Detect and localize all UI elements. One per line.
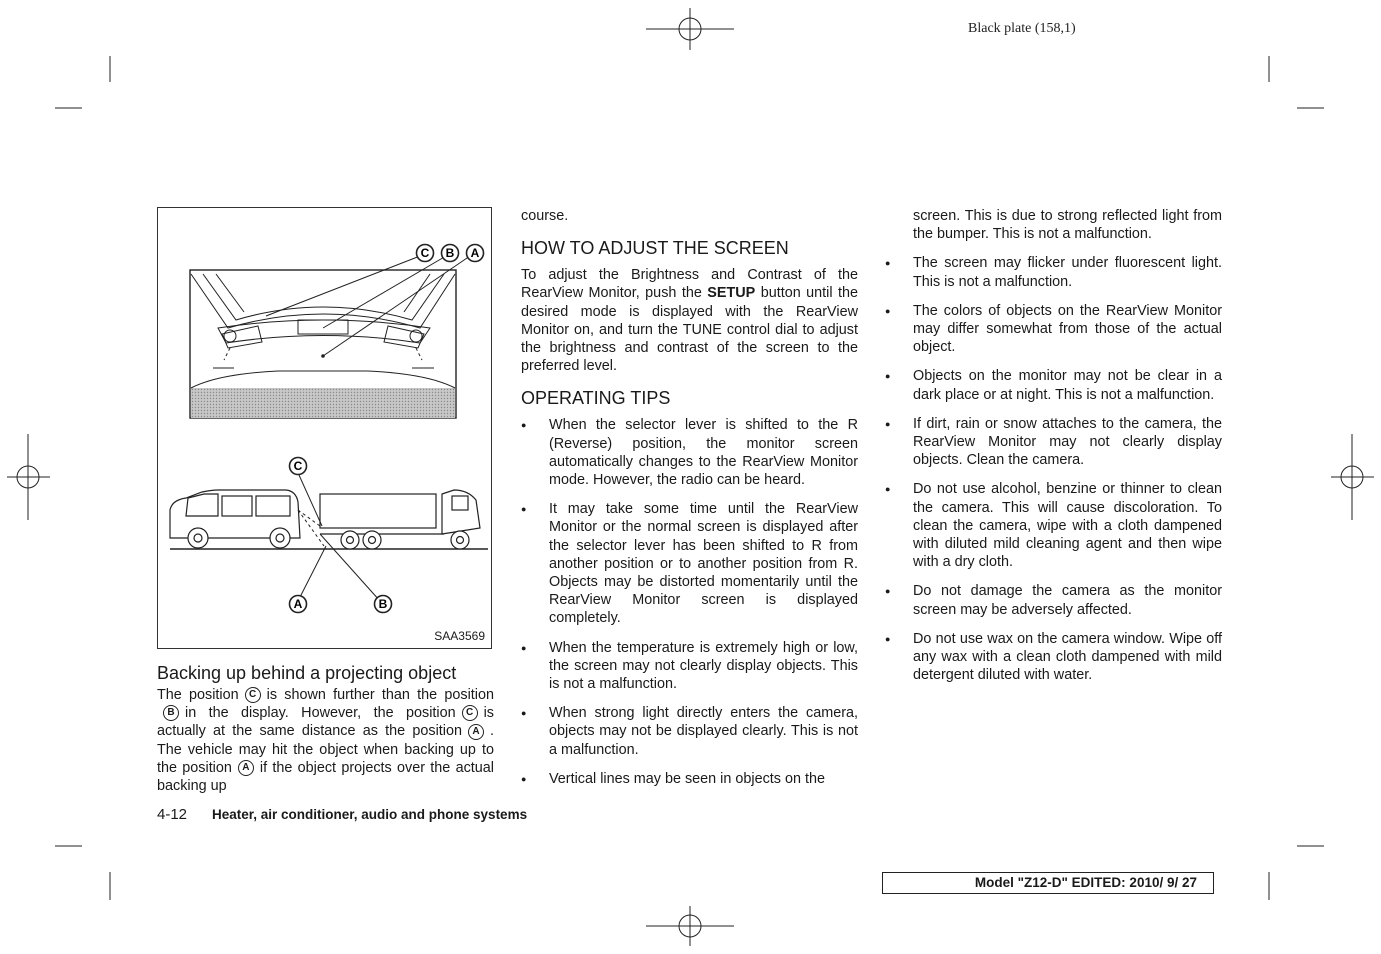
section-title: Heater, air conditioner, audio and phone systems — [212, 807, 528, 822]
more-tips-list — [885, 254, 1222, 684]
left-column — [157, 662, 494, 795]
list-item: ● Do not use wax on the camera window. Wipe off any wax with a clean cloth dampened with mild detergent diluted with water. — [885, 630, 1222, 685]
list-item: ● Objects on the monitor may not be clear in a dark place or at night. This is not a malfunction. — [885, 367, 1222, 403]
list-item: ● When the temperature is extremely high or low, the screen may not clearly display objects. This is not a malfunction. — [521, 639, 858, 694]
heading-adjust-screen: HOW TO ADJUST THE SCREEN — [521, 238, 789, 259]
label-a-top: A — [470, 246, 480, 260]
text-seg: in the display. However, the position — [185, 705, 456, 722]
list-item: ● When strong light directly enters the camera, objects may not be displayed clearly. This is not a malfunction. — [521, 704, 858, 759]
circled-b: B — [163, 705, 179, 721]
list-item: ● Do not damage the camera as the monitor screen may be adversely affected. — [885, 582, 1222, 618]
text-seg: is shown further than the position — [266, 687, 494, 703]
list-item: ● Vertical lines may be seen in objects on the — [521, 770, 858, 788]
list-item: ● If dirt, rain or snow attaches to the camera, the RearView Monitor may not clearly display objects. Clean the camera. — [885, 415, 1222, 470]
text-seg: The position — [157, 687, 239, 703]
rearview-illustration — [158, 208, 491, 648]
list-item: ● The screen may flicker under fluorescent light. This is not a malfunction. — [885, 254, 1222, 290]
text-seg: is actually at the same distance as the position — [157, 705, 494, 740]
label-c-side: C — [293, 459, 303, 473]
text-seg: . The vehicle may hit the object when backing up to the position — [157, 723, 494, 776]
middle-column — [521, 207, 858, 788]
circled-c: C — [462, 705, 478, 721]
model-edited-box: Model "Z12-D" EDITED: 2010/ 9/ 27 — [882, 872, 1214, 894]
circled-a: A — [468, 724, 484, 740]
circled-a: A — [238, 760, 254, 776]
continued-text: course. — [521, 208, 569, 224]
page-number: 4-12 — [157, 806, 188, 823]
figure-code: SAA3569 — [434, 629, 485, 643]
list-item: ● Do not use alcohol, benzine or thinner to clean the camera. This will cause discoloration. To clean the camera, wipe with a cloth dampened with diluted mild cleaning agent and then wipe with a dry cloth. — [885, 480, 1222, 571]
rearview-figure — [157, 207, 492, 649]
list-item: ● When the selector lever is shifted to the R (Reverse) position, the monitor screen automatically changes to the RearView Monitor mode. However, the radio can be heard. — [521, 416, 858, 489]
label-b-side: B — [378, 597, 388, 611]
continued-text: screen. This is due to strong reflected light from the bumper. This is not a malfunction. — [913, 208, 1222, 243]
text-seg: To adjust the Brightness and Contrast of the RearView Monitor, push the — [521, 267, 858, 302]
plate-label: Black plate (158,1) — [968, 21, 1076, 36]
heading-backing-up: Backing up behind a projecting object — [157, 663, 457, 683]
setup-button-label: SETUP — [707, 285, 756, 302]
heading-operating-tips: OPERATING TIPS — [521, 388, 671, 409]
text-seg: button until the desired mode is displayed with the RearView Monitor on, and turn the TUNE control dial to adjust the brightness and contrast of the screen to the preferred level. — [521, 285, 858, 375]
label-c-top: C — [420, 246, 430, 260]
adjust-paragraph — [521, 266, 858, 375]
list-item: ● It may take some time until the RearView Monitor or the normal screen is displayed after the selector lever has been shifted to R from another position or to another position from R. Objects may be distorted momentarily until the RearView Monitor screen is displayed completely. — [521, 500, 858, 627]
text-seg: if the object projects over the actual backing up — [157, 759, 494, 795]
right-column — [885, 207, 1222, 684]
label-a-side: A — [293, 597, 303, 611]
operating-tips-list — [521, 416, 858, 788]
list-item: ● The colors of objects on the RearView Monitor may differ somewhat from those of the actual object. — [885, 302, 1222, 357]
circled-c: C — [245, 687, 261, 703]
backing-up-paragraph — [157, 686, 494, 795]
label-b-top: B — [445, 246, 455, 260]
